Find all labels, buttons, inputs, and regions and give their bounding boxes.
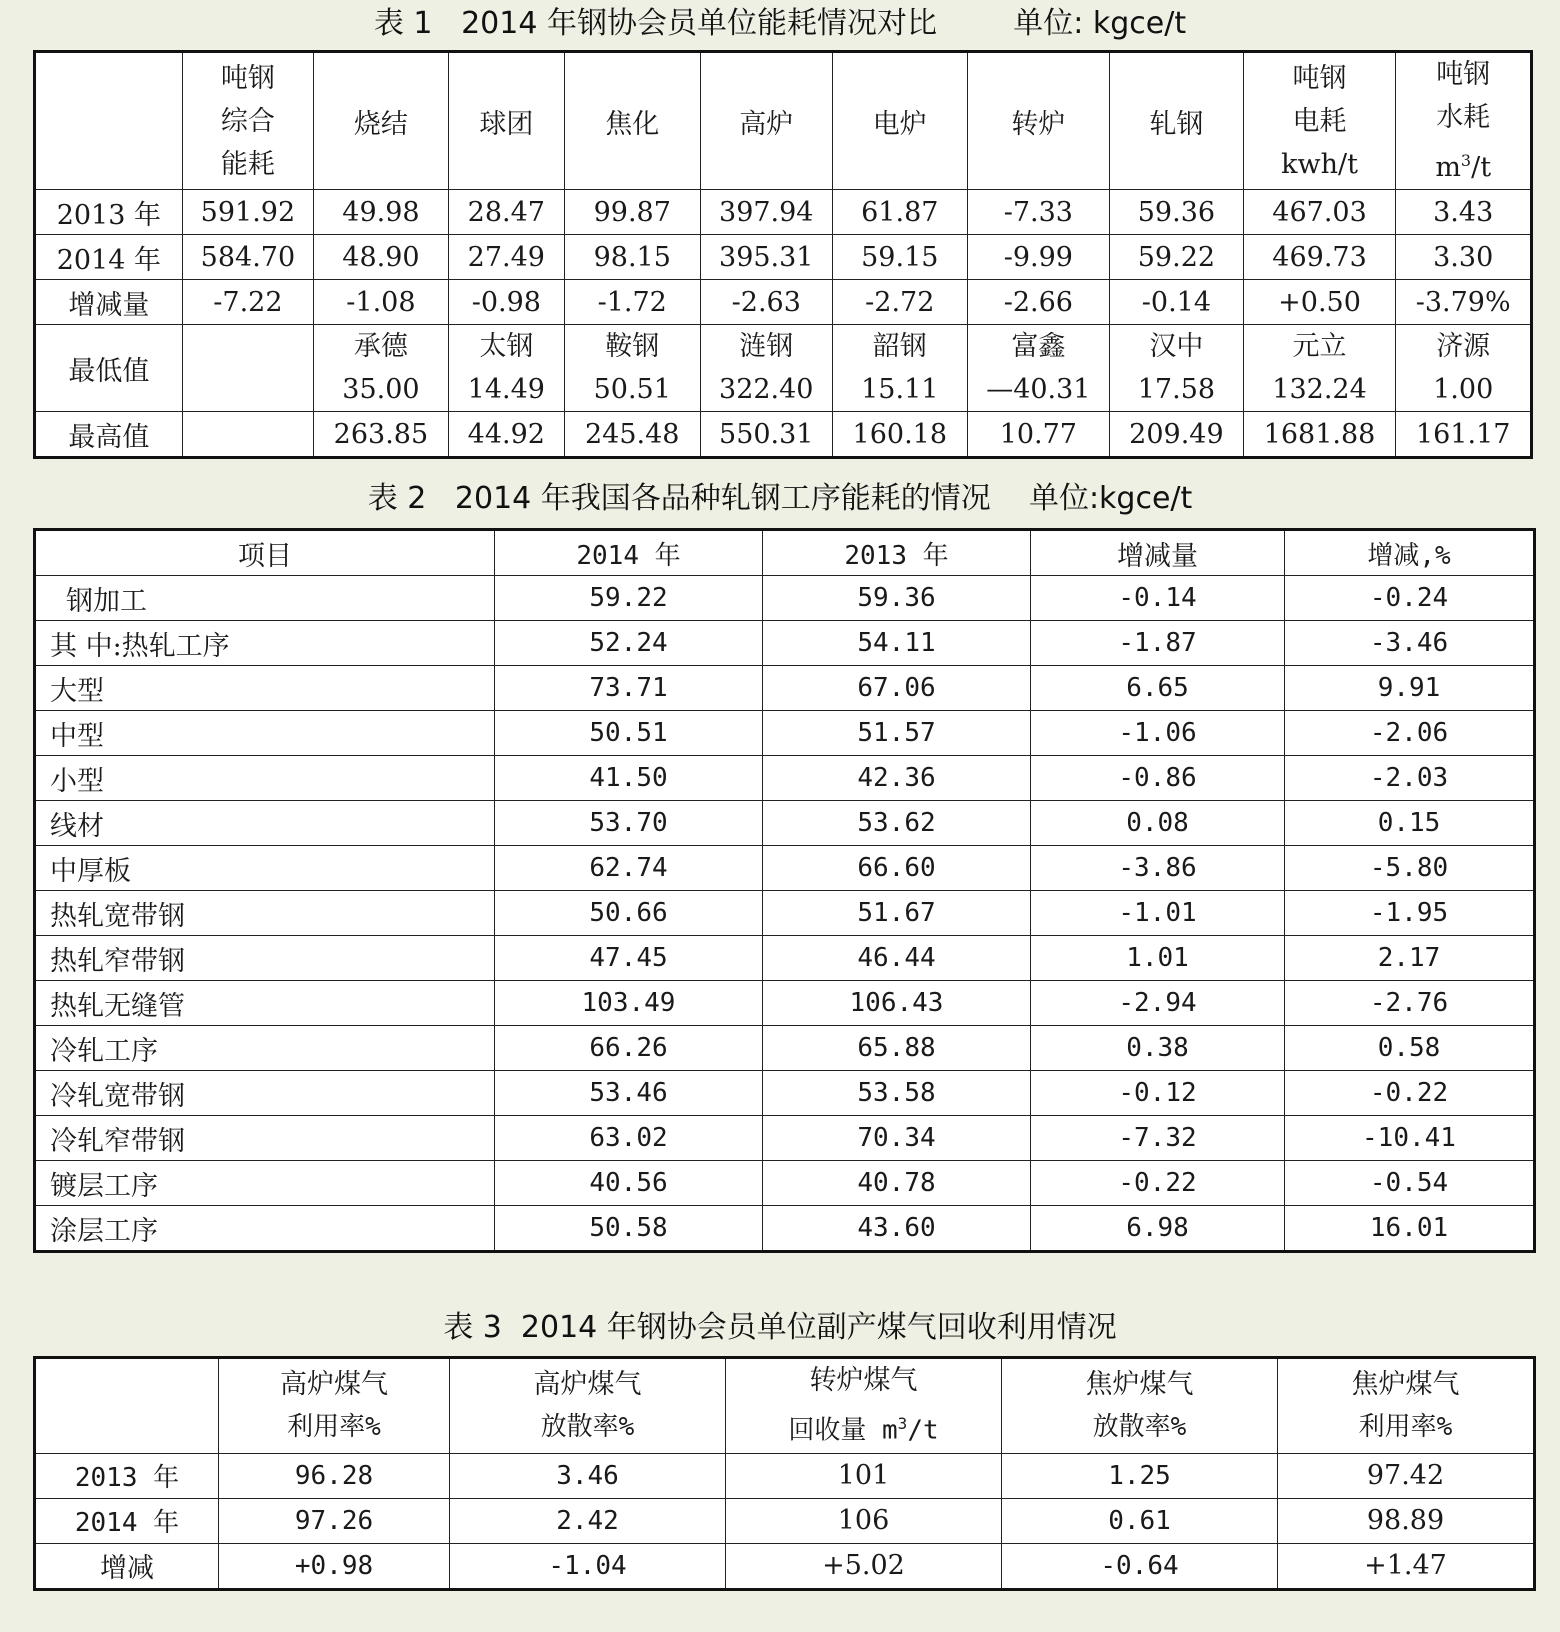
table-cell: 韶钢 15.11 (833, 325, 968, 412)
table-cell: 10.77 (967, 412, 1110, 458)
row-label: 增减量 (35, 280, 183, 325)
table-cell: 承德 35.00 (314, 325, 449, 412)
table2-header-pct: 增减,% (1285, 530, 1535, 576)
table-cell: 1.01 (1031, 936, 1285, 981)
table-cell: 67.06 (763, 666, 1031, 711)
table-cell: -0.12 (1031, 1071, 1285, 1116)
table-cell: 51.57 (763, 711, 1031, 756)
table-cell: 591.92 (182, 190, 313, 235)
table1-caption: 表 1 2014 年钢协会员单位能耗情况对比 单位: kgce/t (373, 6, 1187, 41)
table-cell: 0.58 (1285, 1026, 1535, 1071)
table-cell: 62.74 (495, 846, 763, 891)
row-label: 2014 年 (35, 1498, 219, 1543)
table-cell: 97.42 (1278, 1453, 1535, 1498)
row-label: 其 中:热轧工序 (35, 621, 495, 666)
table-cell: -1.72 (564, 280, 700, 325)
table3-corner-cell (35, 1358, 219, 1454)
table-cell: -0.98 (448, 280, 564, 325)
table-cell: -3.79% (1396, 280, 1532, 325)
table-row (35, 981, 1535, 1026)
table3-gas-recovery (33, 1356, 1536, 1591)
row-label: 2014 年 (35, 235, 183, 280)
table-cell: 0.08 (1031, 801, 1285, 846)
row-label: 冷轧宽带钢 (35, 1071, 495, 1116)
table-cell: -9.99 (967, 235, 1110, 280)
row-label: 冷轧工序 (35, 1026, 495, 1071)
row-label: 大型 (35, 666, 495, 711)
table-cell: -7.33 (967, 190, 1110, 235)
table1-header-pellet: 球团 (448, 52, 564, 190)
table-cell: 53.58 (763, 1071, 1031, 1116)
table2-rolling-energy (33, 528, 1536, 1253)
table-cell: 27.49 (448, 235, 564, 280)
table-cell: 245.48 (564, 412, 700, 458)
table-cell: -2.06 (1285, 711, 1535, 756)
table-cell: 161.17 (1396, 412, 1532, 458)
table-row (35, 1161, 1535, 1206)
table-cell: +0.50 (1243, 280, 1396, 325)
table-cell: 584.70 (182, 235, 313, 280)
table-row (35, 936, 1535, 981)
table2-header-2013: 2013 年 (763, 530, 1031, 576)
table-cell: 98.15 (564, 235, 700, 280)
table-cell: 53.70 (495, 801, 763, 846)
row-label: 中厚板 (35, 846, 495, 891)
table-row (35, 891, 1535, 936)
table-cell: 97.26 (219, 1498, 450, 1543)
table3-header-row (35, 1358, 1535, 1454)
table-cell: 54.11 (763, 621, 1031, 666)
table-cell: -2.72 (833, 280, 968, 325)
table-cell: -0.22 (1285, 1071, 1535, 1116)
table-cell: 16.01 (1285, 1206, 1535, 1252)
table-cell: 2.42 (450, 1498, 726, 1543)
row-label: 涂层工序 (35, 1206, 495, 1252)
row-label: 钢加工 (35, 576, 495, 621)
table-cell: +1.47 (1278, 1543, 1535, 1589)
table-cell: 汉中 17.58 (1110, 325, 1244, 412)
table-cell: 50.66 (495, 891, 763, 936)
table-row (35, 1543, 1535, 1589)
table-cell: 1.25 (1002, 1453, 1278, 1498)
table-row (35, 1498, 1535, 1543)
table-cell: 40.56 (495, 1161, 763, 1206)
table-row (35, 756, 1535, 801)
table-cell: 济源 1.00 (1396, 325, 1532, 412)
table1-header-comprehensive: 吨钢 综合 能耗 (182, 52, 313, 190)
table-cell: 49.98 (314, 190, 449, 235)
table-row (35, 666, 1535, 711)
row-label: 镀层工序 (35, 1161, 495, 1206)
table-cell: 467.03 (1243, 190, 1396, 235)
table-cell: -1.08 (314, 280, 449, 325)
table-row (35, 190, 1532, 235)
table-cell: -2.76 (1285, 981, 1535, 1026)
table1-energy-consumption (33, 50, 1533, 459)
table1-header-water: 吨钢 水耗 $m^3/t$ (1396, 52, 1532, 190)
table-cell: 106.43 (763, 981, 1031, 1026)
table-cell: 0.15 (1285, 801, 1535, 846)
table2-header-row (35, 530, 1535, 576)
table-cell: 28.47 (448, 190, 564, 235)
row-label: 最高值 (35, 412, 183, 458)
table-row (35, 621, 1535, 666)
table-cell: 1681.88 (1243, 412, 1396, 458)
table-cell: -0.22 (1031, 1161, 1285, 1206)
table2-header-2014: 2014 年 (495, 530, 763, 576)
table-row (35, 235, 1532, 280)
row-label: 增减 (35, 1543, 219, 1589)
table-cell: -1.95 (1285, 891, 1535, 936)
table-cell: -0.86 (1031, 756, 1285, 801)
table-row (35, 576, 1535, 621)
table-cell: -0.14 (1031, 576, 1285, 621)
row-label: 热轧窄带钢 (35, 936, 495, 981)
table-cell: 3.30 (1396, 235, 1532, 280)
table-cell: 103.49 (495, 981, 763, 1026)
table-cell: 99.87 (564, 190, 700, 235)
table-cell: 鞍钢 50.51 (564, 325, 700, 412)
table-cell: 263.85 (314, 412, 449, 458)
table-cell: 51.67 (763, 891, 1031, 936)
row-label: 热轧无缝管 (35, 981, 495, 1026)
table1-header-blast-furnace: 高炉 (700, 52, 833, 190)
table-row (35, 711, 1535, 756)
table-cell: -2.03 (1285, 756, 1535, 801)
table-cell: 101 (726, 1453, 1002, 1498)
table-cell: 2.17 (1285, 936, 1535, 981)
table3-header-bf-utilization: 高炉煤气 利用率% (219, 1358, 450, 1454)
table1-header-coking: 焦化 (564, 52, 700, 190)
table-cell: 44.92 (448, 412, 564, 458)
table-cell: 3.43 (1396, 190, 1532, 235)
table1-highest-row (35, 412, 1532, 458)
table-cell: 65.88 (763, 1026, 1031, 1071)
table-cell: 550.31 (700, 412, 833, 458)
table-cell: 富鑫 —40.31 (967, 325, 1110, 412)
table-cell: 3.46 (450, 1453, 726, 1498)
table-cell: -5.80 (1285, 846, 1535, 891)
table-cell: -1.01 (1031, 891, 1285, 936)
table3-header-coke-release: 焦炉煤气 放散率% (1002, 1358, 1278, 1454)
row-label: 小型 (35, 756, 495, 801)
table-cell: 43.60 (763, 1206, 1031, 1252)
table-cell: 397.94 (700, 190, 833, 235)
table-row (35, 1026, 1535, 1071)
table-cell: 61.87 (833, 190, 968, 235)
table-cell: 59.36 (763, 576, 1031, 621)
table3-caption: 表 3 2014 年钢协会员单位副产煤气回收利用情况 (443, 1310, 1117, 1345)
table1-corner-cell (35, 52, 183, 190)
table-cell: 42.36 (763, 756, 1031, 801)
table-cell: 53.62 (763, 801, 1031, 846)
table-cell: 50.58 (495, 1206, 763, 1252)
table-cell: 209.49 (1110, 412, 1244, 458)
table-cell: 6.65 (1031, 666, 1285, 711)
table-cell: -0.14 (1110, 280, 1244, 325)
table-cell: -0.54 (1285, 1161, 1535, 1206)
table-cell: 元立 132.24 (1243, 325, 1396, 412)
row-label: 中型 (35, 711, 495, 756)
table-cell: 70.34 (763, 1116, 1031, 1161)
table-cell: 59.22 (1110, 235, 1244, 280)
table-cell: 52.24 (495, 621, 763, 666)
table-cell: 160.18 (833, 412, 968, 458)
table-cell: 98.89 (1278, 1498, 1535, 1543)
table-cell: 50.51 (495, 711, 763, 756)
table-cell: -2.94 (1031, 981, 1285, 1026)
table2-header-item: 项目 (35, 530, 495, 576)
row-label: 线材 (35, 801, 495, 846)
table-cell: -3.46 (1285, 621, 1535, 666)
table-cell: -1.87 (1031, 621, 1285, 666)
table-cell: 41.50 (495, 756, 763, 801)
table-cell: 40.78 (763, 1161, 1031, 1206)
table-row (35, 1206, 1535, 1252)
table3-header-coke-utilization: 焦炉煤气 利用率% (1278, 1358, 1535, 1454)
table-cell (182, 412, 313, 458)
table2-caption: 表 2 2014 年我国各品种轧钢工序能耗的情况 单位:kgce/t (367, 481, 1193, 516)
table-row (35, 1071, 1535, 1116)
table-row (35, 280, 1532, 325)
table-cell: 66.26 (495, 1026, 763, 1071)
table-cell: -2.63 (700, 280, 833, 325)
table1-header-row (35, 52, 1532, 190)
table-cell: 73.71 (495, 666, 763, 711)
table-cell: -7.22 (182, 280, 313, 325)
table-cell: -3.86 (1031, 846, 1285, 891)
table1-lowest-row (35, 325, 1532, 412)
row-label: 2013 年 (35, 190, 183, 235)
table-cell: -0.64 (1002, 1543, 1278, 1589)
table-row (35, 1116, 1535, 1161)
table-cell: 0.38 (1031, 1026, 1285, 1071)
table-cell: 53.46 (495, 1071, 763, 1116)
table-cell: 469.73 (1243, 235, 1396, 280)
table-cell: -1.04 (450, 1543, 726, 1589)
table-cell: -2.66 (967, 280, 1110, 325)
table-cell: 47.45 (495, 936, 763, 981)
table-cell: 6.98 (1031, 1206, 1285, 1252)
table2-header-diff: 增减量 (1031, 530, 1285, 576)
table3-header-bf-release: 高炉煤气 放散率% (450, 1358, 726, 1454)
table1-header-converter: 转炉 (967, 52, 1110, 190)
table-cell: 59.15 (833, 235, 968, 280)
row-label: 2013 年 (35, 1453, 219, 1498)
table1-header-electric-furnace: 电炉 (833, 52, 968, 190)
table1-header-sintering: 烧结 (314, 52, 449, 190)
table-cell: 太钢 14.49 (448, 325, 564, 412)
row-label: 冷轧窄带钢 (35, 1116, 495, 1161)
table-cell: +0.98 (219, 1543, 450, 1589)
table-cell: 66.60 (763, 846, 1031, 891)
table-cell: 59.22 (495, 576, 763, 621)
row-label: 热轧宽带钢 (35, 891, 495, 936)
table3-header-converter-recovery: 转炉煤气 回收量 $m^3/t$ (726, 1358, 1002, 1454)
table-row (35, 801, 1535, 846)
table-cell: 9.91 (1285, 666, 1535, 711)
table-cell: 46.44 (763, 936, 1031, 981)
table-cell: 106 (726, 1498, 1002, 1543)
table-cell: 48.90 (314, 235, 449, 280)
table-cell: 63.02 (495, 1116, 763, 1161)
table-cell: -10.41 (1285, 1116, 1535, 1161)
table-cell: -1.06 (1031, 711, 1285, 756)
table-cell: 59.36 (1110, 190, 1244, 235)
table-cell: -0.24 (1285, 576, 1535, 621)
table1-header-electricity: 吨钢 电耗 kwh/t (1243, 52, 1396, 190)
table-cell: 0.61 (1002, 1498, 1278, 1543)
table-row (35, 1453, 1535, 1498)
table1-header-rolling: 轧钢 (1110, 52, 1244, 190)
table-cell: +5.02 (726, 1543, 1002, 1589)
table-cell (182, 325, 313, 412)
table-row (35, 846, 1535, 891)
table-cell: 96.28 (219, 1453, 450, 1498)
row-label: 最低值 (35, 325, 183, 412)
table-cell: 涟钢 322.40 (700, 325, 833, 412)
table-cell: -7.32 (1031, 1116, 1285, 1161)
table-cell: 395.31 (700, 235, 833, 280)
